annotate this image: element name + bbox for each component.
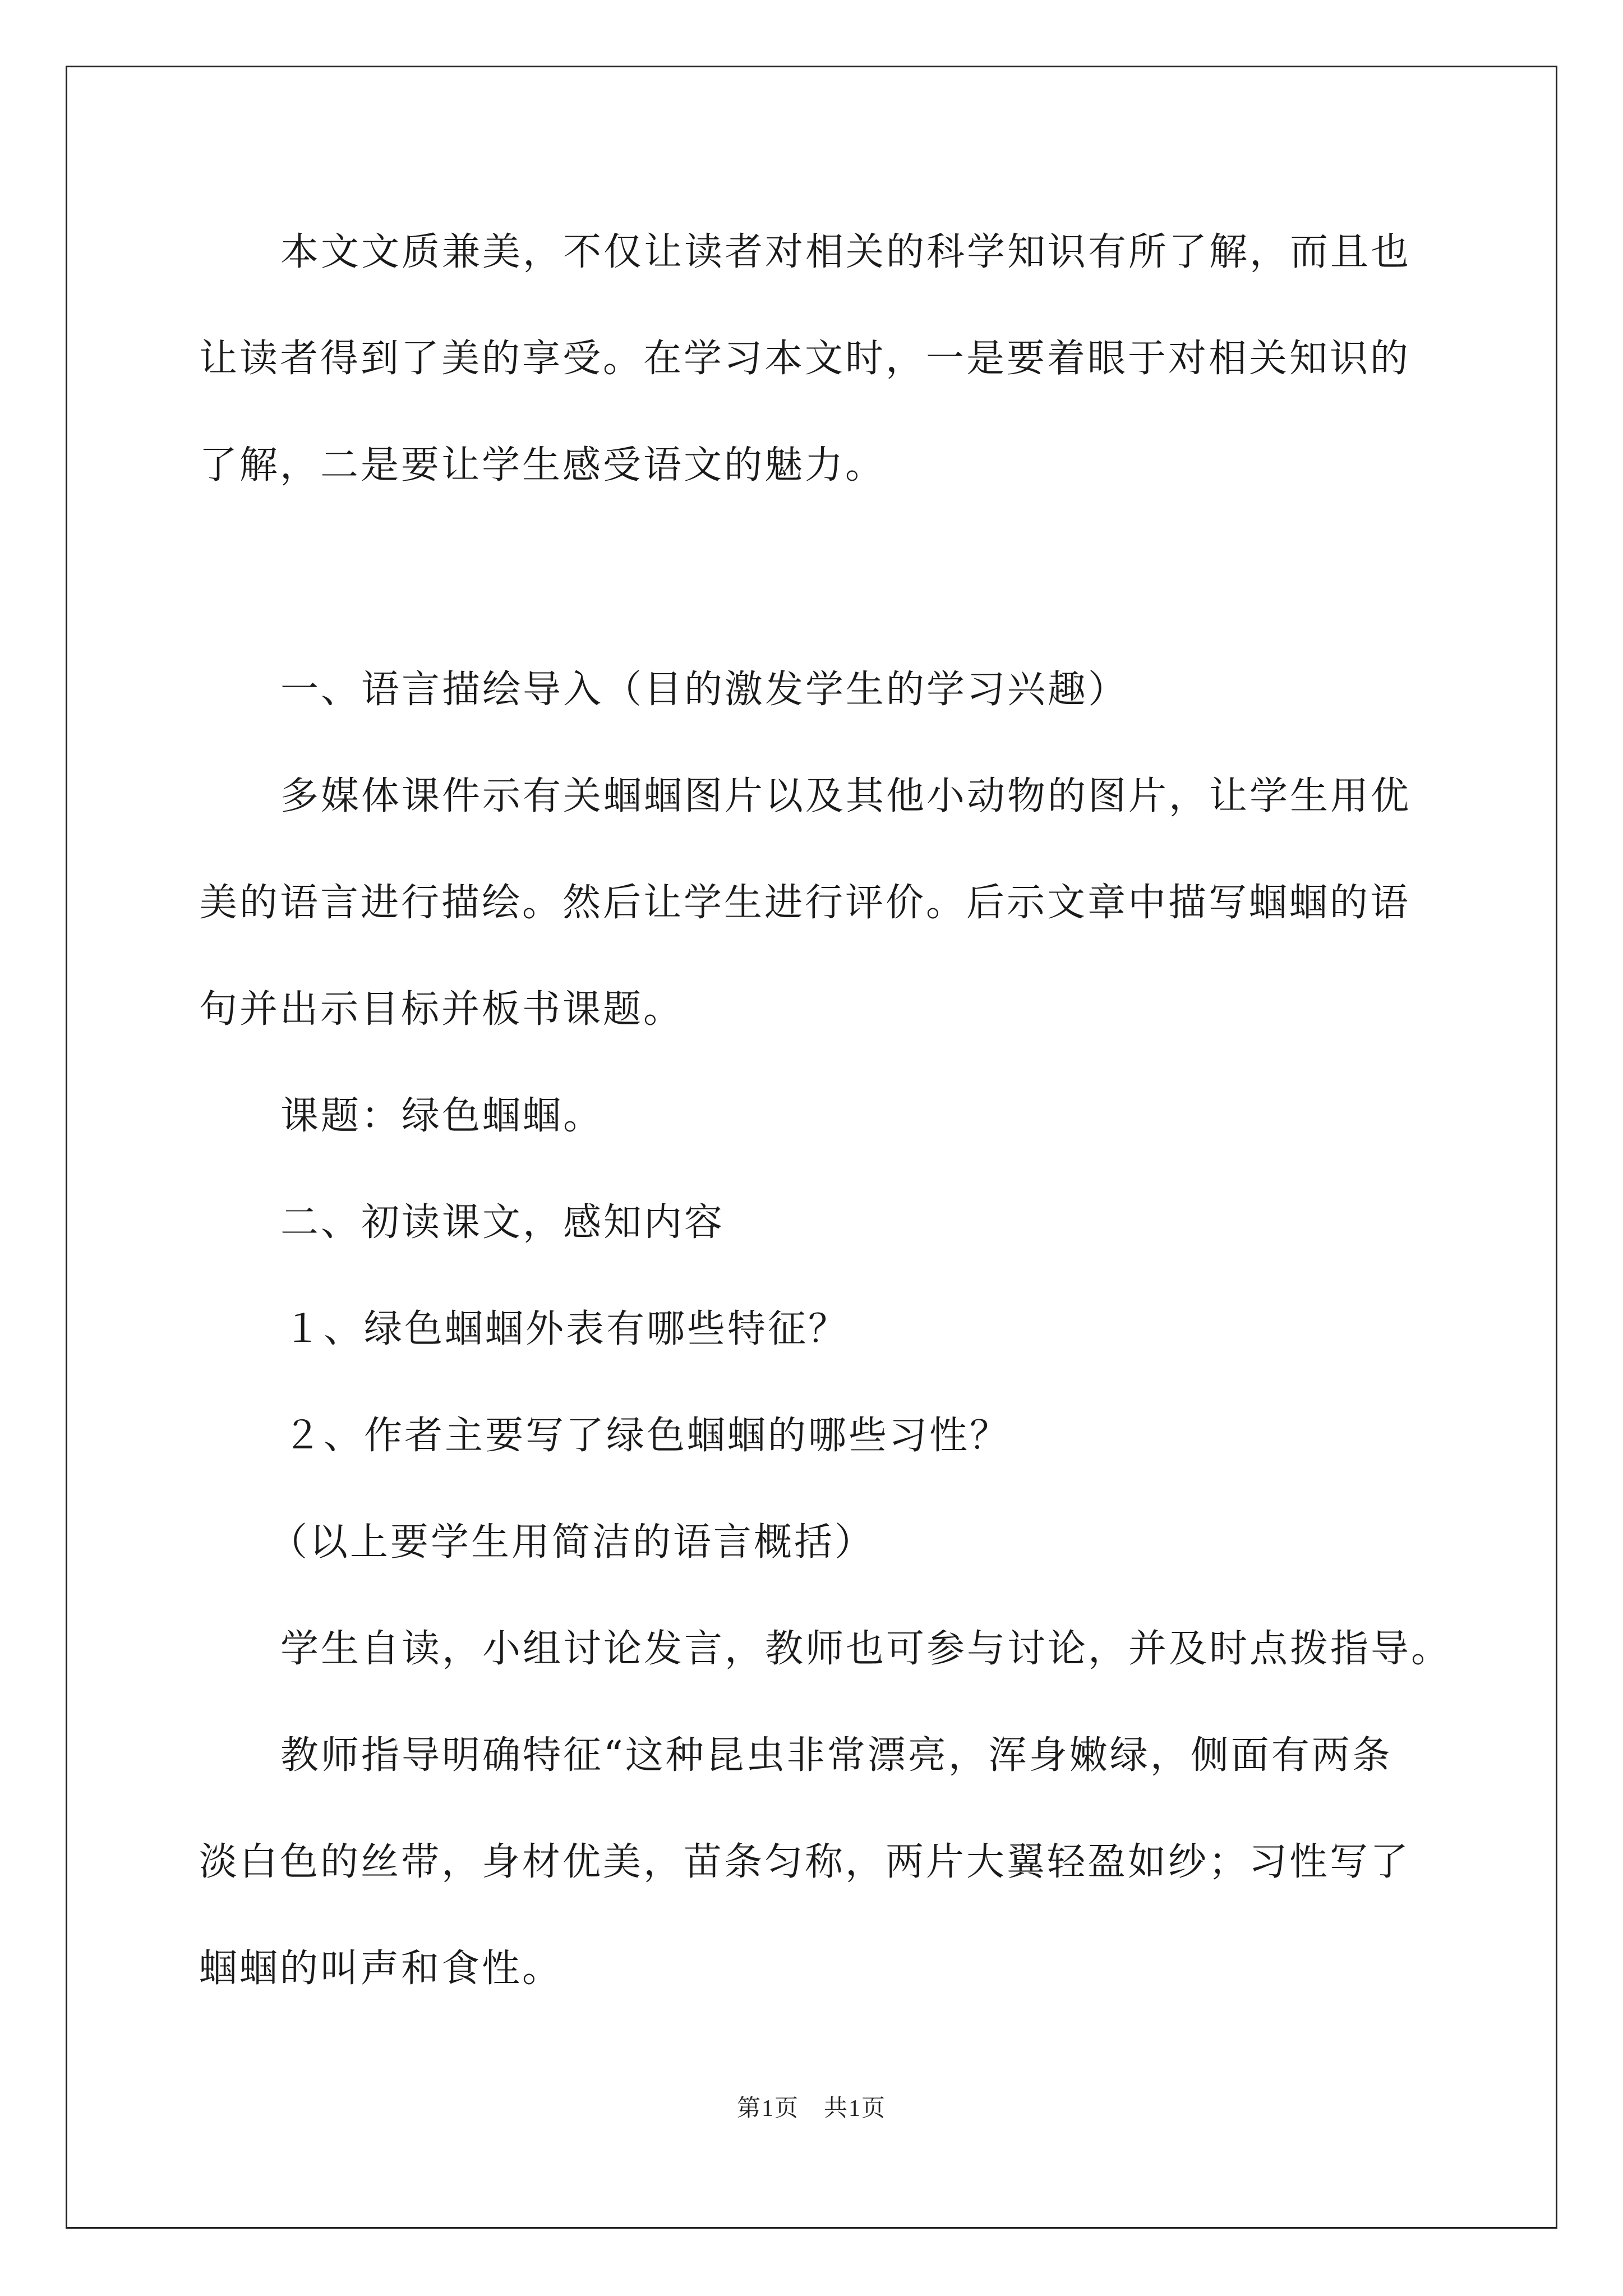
text-line: １、绿色蝈蝈外表有哪些特征？ (283, 1307, 849, 1351)
document-body (199, 199, 1452, 2022)
paragraph-discussion (199, 1596, 1452, 1703)
text-line: ２、作者主要写了绿色蝈蝈的哪些习性？ (283, 1414, 1011, 1458)
question-1 (199, 1276, 1433, 1383)
text-line: 让读者得到了美的享受。在学习本文时，一是要着眼于对相关知识的 (199, 337, 1411, 381)
text-line: 课题：绿色蝈蝈。 (280, 1094, 604, 1138)
page-number-footer: 第1页 共1页 (736, 2096, 886, 2122)
text-line: 了解，二是要让学生感受语文的魅力。 (199, 443, 886, 487)
section-heading-1 (199, 637, 1433, 743)
text-line: 美的语言进行描绘。然后让学生进行评价。后示文章中描写蝈蝈的语 (199, 881, 1411, 925)
paragraph-gap (199, 519, 1433, 637)
note-summary (199, 1489, 1433, 1596)
text-line: 蝈蝈的叫声和食性。 (199, 1947, 563, 1991)
paragraph-lesson-title (199, 1063, 1433, 1170)
text-line: 教师指导明确特征“这种昆虫非常漂亮，浑身嫩绿，侧面有两条 (280, 1733, 1393, 1778)
text-line: 学生自读，小组讨论发言，教师也可参与讨论，并及时点拨指导。 (280, 1627, 1452, 1671)
text-line: 多媒体课件示有关蝈蝈图片以及其他小动物的图片，让学生用优 (280, 774, 1412, 818)
paragraph-multimedia (199, 743, 1433, 1063)
text-line: 本文文质兼美，不仅让读者对相关的科学知识有所了解，而且也 (280, 230, 1412, 274)
heading-line: 一、语言描绘导入（目的激发学生的学习兴趣） (280, 668, 1129, 712)
paragraph-intro (199, 199, 1433, 519)
section-heading-2 (199, 1170, 1433, 1276)
heading-line: 二、初读课文，感知内容 (280, 1200, 725, 1245)
text-line: （以上要学生用简洁的语言概括） (269, 1520, 875, 1565)
text-line: 淡白色的丝带，身材优美，苗条匀称，两片大翼轻盈如纱；习性写了 (199, 1840, 1411, 1884)
paragraph-teacher-guidance (199, 1703, 1433, 2022)
text-line: 句并出示目标并板书课题。 (199, 987, 684, 1032)
question-2 (199, 1383, 1433, 1489)
